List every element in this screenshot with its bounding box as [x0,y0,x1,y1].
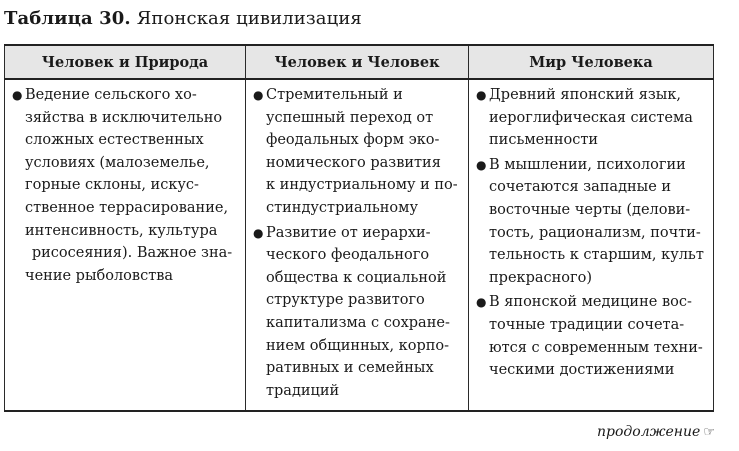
bullet-icon: ● [476,157,487,172]
list-item-line: зяйства в исключительно [25,109,223,126]
list-item-line: Стремительный и [266,87,403,103]
list-item [475,154,707,290]
table-name: Японская цивилизация [136,8,362,29]
column-header-human: Человек и Человек [246,45,469,79]
list-item [475,84,707,152]
list-item-line: условиях (малоземелье, [25,154,210,171]
list-item-line: традиций [266,382,340,399]
column-cell-world [469,79,714,411]
table-number: Таблица 30. [4,8,131,29]
list-item-line: рисосеяния). Важное зна- [31,245,233,262]
list-item-line: интенсивность, культура [25,222,218,239]
list-item-line: иероглифическая система [489,109,693,126]
list-item-line: тость, рационализм, почти- [489,224,701,241]
list-item-line: номического развития [266,154,441,171]
column-cell-human [246,79,469,411]
list-item-line: прекрасного) [489,269,593,286]
list-item-line: Ведение сельского хо- [25,87,197,103]
continuation-note [597,424,715,440]
list-item-line: успешный переход от [266,109,434,126]
list-item-line: чение рыболовства [25,267,174,284]
bullet-list [475,84,707,382]
civilization-table [4,44,714,412]
list-item-line: восточные черты (делови- [489,201,691,218]
list-item-line: общества к социальной [266,269,447,286]
list-item [252,84,462,220]
list-item-line: В японской медицине вос- [489,294,692,311]
list-item-line: Развитие от иерархи- [266,224,431,241]
list-item-line: тельность к старшим, культ [489,247,704,264]
list-item-line: горные склоны, искус- [25,177,199,194]
list-item-line: капитализма с сохране- [266,314,450,331]
list-item-line: стиндустриальному [266,199,418,216]
list-item-line: ративных и семейных [266,360,434,377]
list-item-line: феодальных форм эко- [266,132,440,149]
continuation-label: продолжение [596,424,701,440]
list-item-line: Древний японский язык, [489,87,682,103]
table-row [5,79,714,411]
column-cell-nature [5,79,246,411]
bullet-icon: ● [253,88,264,102]
pointing-hand-icon: ☞ [703,425,715,440]
list-item [11,84,239,287]
list-item-line: ческими достижениями [489,362,675,379]
bullet-list [252,84,462,402]
table-header-row [5,45,714,79]
list-item-line: структуре развитого [266,292,425,309]
column-header-nature: Человек и Природа [5,45,246,79]
list-item [252,222,462,403]
bullet-icon: ● [476,295,487,310]
list-item-line: нием общинных, корпо- [266,337,450,354]
bullet-icon: ● [253,225,264,240]
bullet-list [11,84,239,287]
list-item-line: ются с современным техни- [489,339,703,356]
table-title [4,8,362,29]
list-item-line: ственное террасирование, [25,199,229,216]
list-item [475,291,707,381]
list-item-line: сложных естественных [25,132,204,149]
bullet-icon: ● [12,88,23,102]
list-item-line: точные традиции сочета- [489,316,685,333]
list-item-line: В мышлении, психологии [489,156,686,173]
list-item-line: к индустриальному и по- [266,177,458,194]
list-item-line: сочетаются западные и [489,179,672,196]
column-header-world: Мир Человека [469,45,714,79]
bullet-icon: ● [476,88,487,102]
list-item-line: ческого феодального [266,247,430,264]
list-item-line: письменности [489,132,599,149]
